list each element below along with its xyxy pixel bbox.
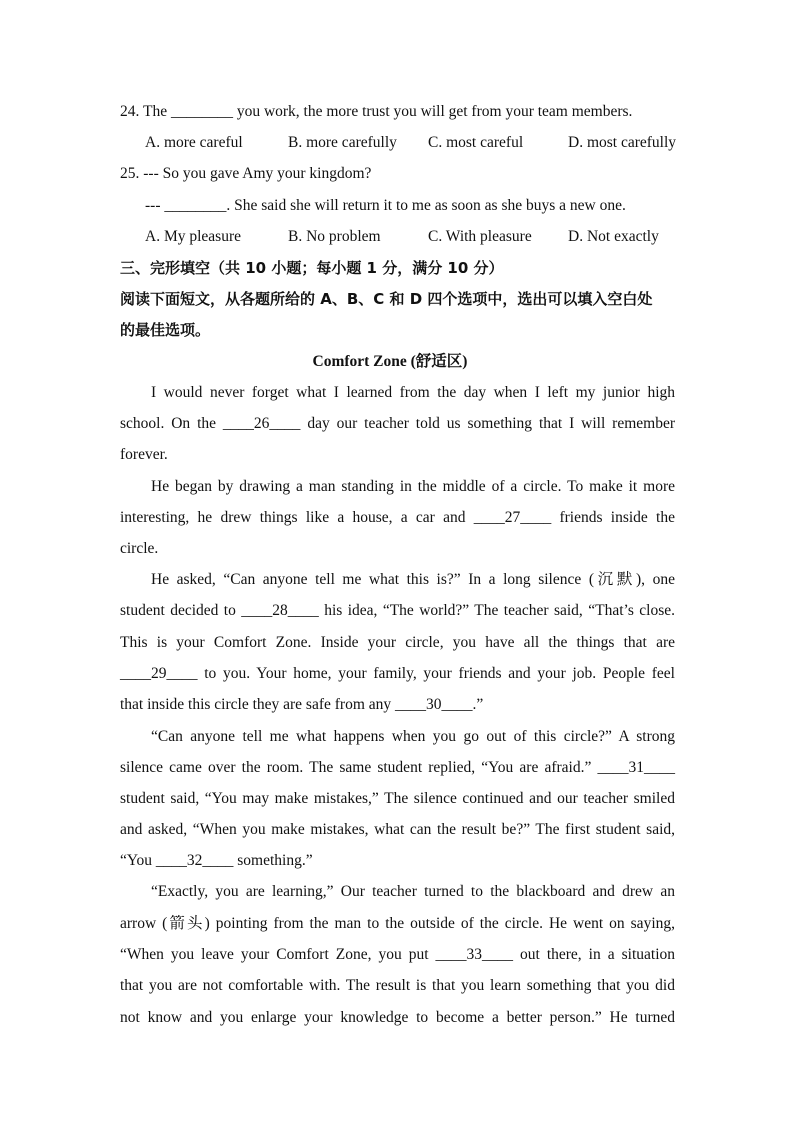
option-b: B. more carefully <box>288 134 397 151</box>
option-b: B. No problem <box>288 228 381 245</box>
section-instruction-2: 的最佳选项。 <box>120 321 211 339</box>
passage-line: “You ____32____ something.” <box>120 852 313 869</box>
passage-line: circle. <box>120 540 159 557</box>
passage-line: silence came over the room. The same student replied, “You are afraid.” ____31____ <box>120 759 675 776</box>
question-25-reply: --- ________. She said she will return it to me as soon as she buys a new one. <box>145 197 626 214</box>
option-d: D. Not exactly <box>568 228 659 245</box>
passage-title: Comfort Zone (舒适区) <box>312 353 468 370</box>
passage-line: not know and you enlarge your knowledge to become a better person.” He turned <box>120 1009 675 1026</box>
option-a: A. My pleasure <box>145 228 241 245</box>
question-24-stem: 24. The ________ you work, the more trust you will get from your team members. <box>120 103 633 120</box>
passage-line: “Can anyone tell me what happens when you go out of this circle?” A strong <box>151 728 675 745</box>
passage-line: This is your Comfort Zone. Inside your circle, you have all the things that are <box>120 634 675 651</box>
passage-line: student decided to ____28____ his idea, “The world?” The teacher said, “That’s close. <box>120 602 675 619</box>
passage-line: I would never forget what I learned from the day when I left my junior high <box>151 384 675 401</box>
passage-line: student said, “You may make mistakes,” The silence continued and our teacher smiled <box>120 790 675 807</box>
passage-line: He began by drawing a man standing in the middle of a circle. To make it more <box>151 478 675 495</box>
option-d: D. most carefully <box>568 134 677 151</box>
passage-line: ____29____ to you. Your home, your family, your friends and your job. People feel <box>120 665 675 682</box>
passage-line: school. On the ____26____ day our teacher told us something that I will remember <box>120 415 675 432</box>
passage-line: He asked, “Can anyone tell me what this is?” In a long silence (沉默), one <box>151 571 675 588</box>
option-c: C. most careful <box>428 134 524 151</box>
passage-line: forever. <box>120 446 168 463</box>
question-25-stem: 25. --- So you gave Amy your kingdom? <box>120 165 372 182</box>
passage-line: interesting, he drew things like a house, a car and ____27____ friends inside the <box>120 509 675 526</box>
section-instruction-1: 阅读下面短文，从各题所给的 A、B、C 和 D 四个选项中，选出可以填入空白处 <box>120 290 653 308</box>
passage-line: arrow (箭头) pointing from the man to the outside of the circle. He went on saying, <box>120 915 675 932</box>
passage-line: “Exactly, you are learning,” Our teacher turned to the blackboard and drew an <box>151 883 675 900</box>
option-a: A. more careful <box>145 134 243 151</box>
passage-line: that inside this circle they are safe from any ____30____.” <box>120 696 484 713</box>
passage-line: that you are not comfortable with. The result is that you learn something that you did <box>120 977 675 994</box>
section-heading: 三、完形填空（共 10 小题；每小题 1 分，满分 10 分） <box>120 259 504 277</box>
option-c: C. With pleasure <box>428 228 532 245</box>
passage-line: “When you leave your Comfort Zone, you put ____33____ out there, in a situation <box>120 946 675 963</box>
passage-line: and asked, “When you make mistakes, what can the result be?” The first student said, <box>120 821 675 838</box>
